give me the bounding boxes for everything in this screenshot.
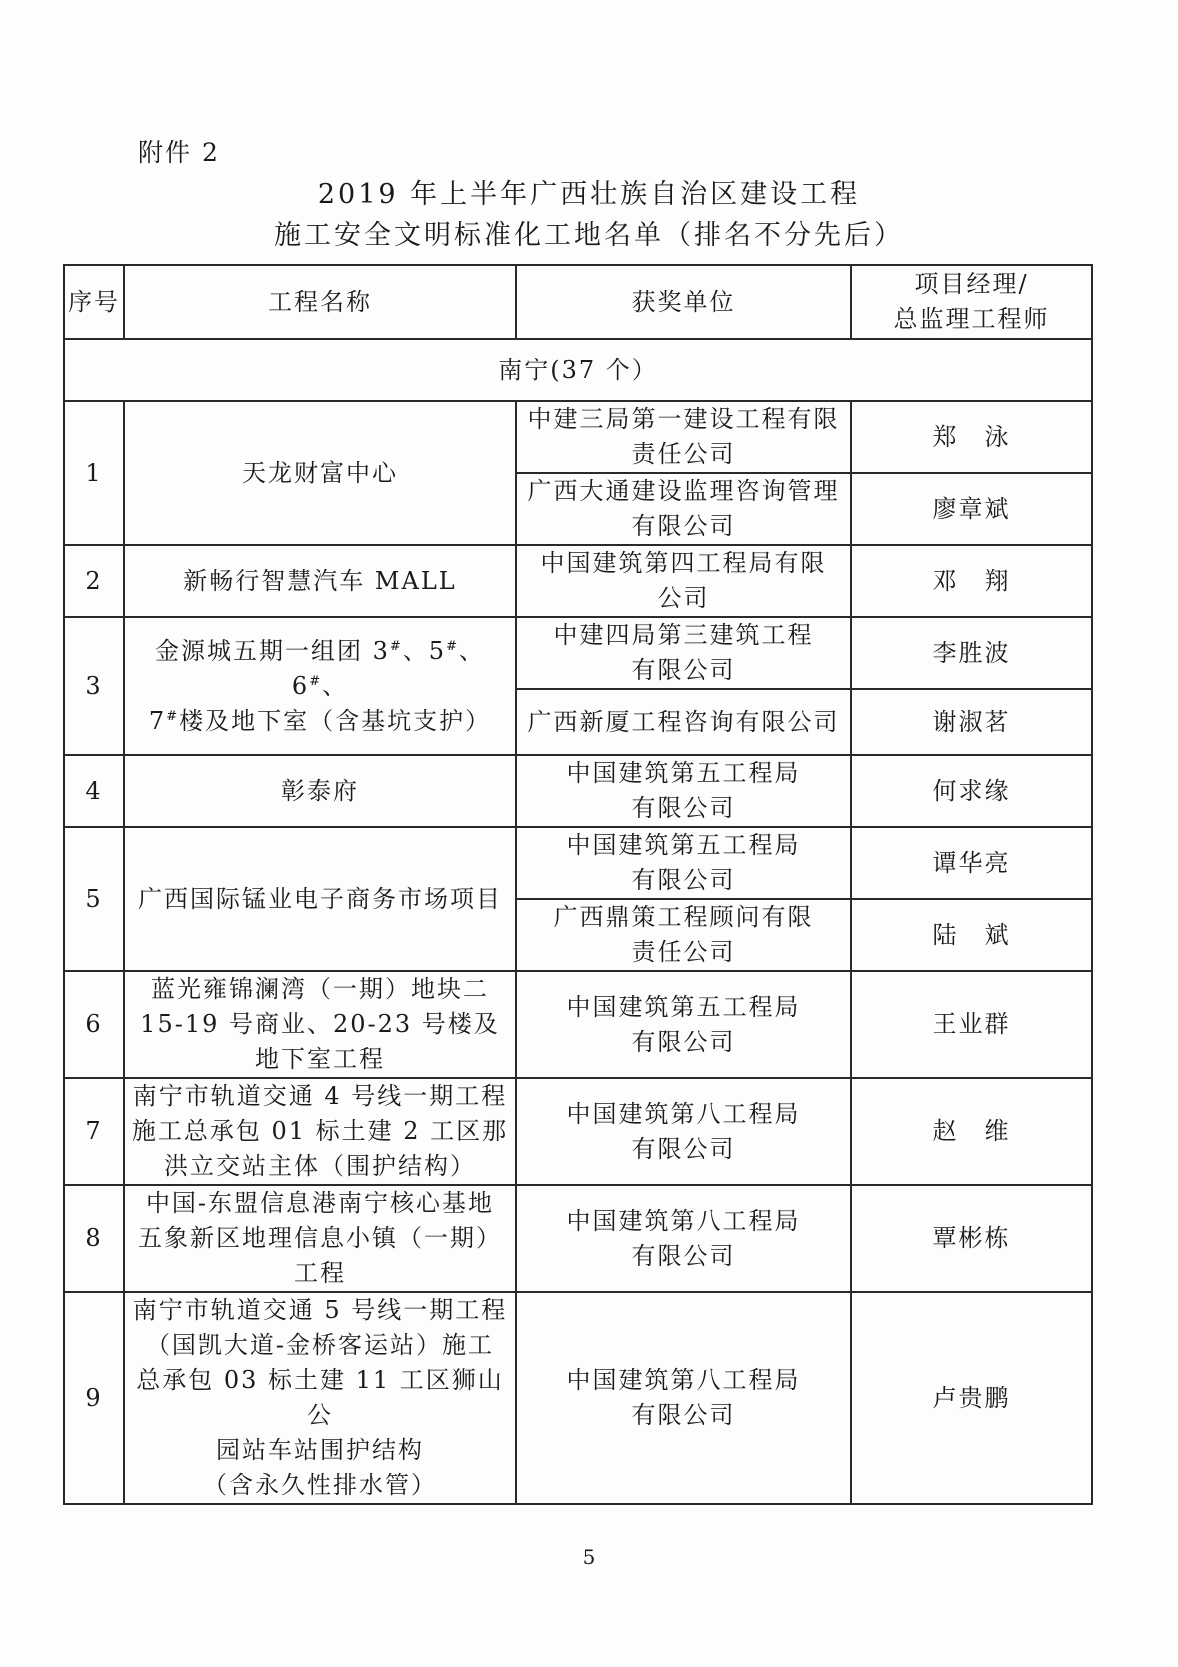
row-seq: 1 xyxy=(64,401,124,545)
table-header-row xyxy=(64,265,1092,339)
row-unit: 广西大通建设监理咨询管理 有限公司 xyxy=(516,473,851,545)
row-project: 蓝光雍锦澜湾（一期）地块二 15-19 号商业、20-23 号楼及 地下室工程 xyxy=(124,971,516,1078)
row-project: 天龙财富中心 xyxy=(124,401,516,545)
document-title-line1: 2019 年上半年广西壮族自治区建设工程 xyxy=(317,179,861,210)
row-project: 中国-东盟信息港南宁核心基地 五象新区地理信息小镇（一期） 工程 xyxy=(124,1185,516,1292)
row-person: 邓 翔 xyxy=(851,545,1092,617)
row-person: 陆 斌 xyxy=(851,899,1092,971)
row-person: 覃彬栋 xyxy=(851,1185,1092,1292)
row-person: 郑 泳 xyxy=(851,401,1092,473)
row-seq: 6 xyxy=(64,971,124,1078)
page-number: 5 xyxy=(582,1545,596,1569)
document-title-line2: 施工安全文明标准化工地名单（排名不分先后） xyxy=(274,220,904,251)
header-manager-line2: 总监理工程师 xyxy=(893,305,1050,333)
row-seq: 9 xyxy=(64,1292,124,1504)
row-person: 谢淑茗 xyxy=(851,689,1092,755)
row-unit: 中建三局第一建设工程有限 责任公司 xyxy=(516,401,851,473)
row-seq: 5 xyxy=(64,827,124,971)
attachment-label: 附件 2 xyxy=(138,138,220,167)
row-person: 谭华亮 xyxy=(851,827,1092,899)
header-project: 工程名称 xyxy=(124,265,516,339)
row-project: 广西国际锰业电子商务市场项目 xyxy=(124,827,516,971)
table-row xyxy=(64,827,1092,899)
table-row xyxy=(64,617,1092,689)
row-person: 卢贵鹏 xyxy=(851,1292,1092,1504)
row-unit: 广西鼎策工程顾问有限 责任公司 xyxy=(516,899,851,971)
row-unit: 中国建筑第四工程局有限 公司 xyxy=(516,545,851,617)
row-unit: 中国建筑第八工程局 有限公司 xyxy=(516,1185,851,1292)
row-person: 李胜波 xyxy=(851,617,1092,689)
row-unit: 中国建筑第五工程局 有限公司 xyxy=(516,755,851,827)
row-project: 新畅行智慧汽车 MALL xyxy=(124,545,516,617)
award-list-table xyxy=(63,264,1093,1505)
table-row xyxy=(64,545,1092,617)
row-person: 赵 维 xyxy=(851,1078,1092,1185)
header-seq: 序号 xyxy=(64,265,124,339)
row-seq: 8 xyxy=(64,1185,124,1292)
section-nanning: 南宁(37 个） xyxy=(64,339,1092,401)
table-row xyxy=(64,971,1092,1078)
table-row xyxy=(64,1292,1092,1504)
row-project: 彰泰府 xyxy=(124,755,516,827)
row-project: 金源城五期一组团 3#、5#、6#、 7#楼及地下室（含基坑支护） xyxy=(124,617,516,755)
row-seq: 4 xyxy=(64,755,124,827)
row-person: 王业群 xyxy=(851,971,1092,1078)
table-row xyxy=(64,401,1092,473)
header-manager-line1: 项目经理/ xyxy=(914,270,1029,298)
header-unit: 获奖单位 xyxy=(516,265,851,339)
section-row xyxy=(64,339,1092,401)
row-person: 何求缘 xyxy=(851,755,1092,827)
row-unit: 中国建筑第五工程局 有限公司 xyxy=(516,827,851,899)
table-row xyxy=(64,755,1092,827)
row-unit: 中国建筑第八工程局 有限公司 xyxy=(516,1292,851,1504)
table-row xyxy=(64,1185,1092,1292)
row-unit: 中国建筑第八工程局 有限公司 xyxy=(516,1078,851,1185)
table-row xyxy=(64,1078,1092,1185)
row-seq: 2 xyxy=(64,545,124,617)
row-project: 南宁市轨道交通 4 号线一期工程 施工总承包 01 标土建 2 工区那 洪立交站主体（围护结构） xyxy=(124,1078,516,1185)
row-unit: 中建四局第三建筑工程 有限公司 xyxy=(516,617,851,689)
row-unit: 中国建筑第五工程局 有限公司 xyxy=(516,971,851,1078)
row-person: 廖章斌 xyxy=(851,473,1092,545)
header-manager xyxy=(851,265,1092,339)
row-seq: 7 xyxy=(64,1078,124,1185)
row-project: 南宁市轨道交通 5 号线一期工程 （国凯大道-金桥客运站）施工 总承包 03 标土建 11 工区狮山公 园站车站围护结构 （含永久性排水管） xyxy=(124,1292,516,1504)
row-seq: 3 xyxy=(64,617,124,755)
row-unit: 广西新厦工程咨询有限公司 xyxy=(516,689,851,755)
